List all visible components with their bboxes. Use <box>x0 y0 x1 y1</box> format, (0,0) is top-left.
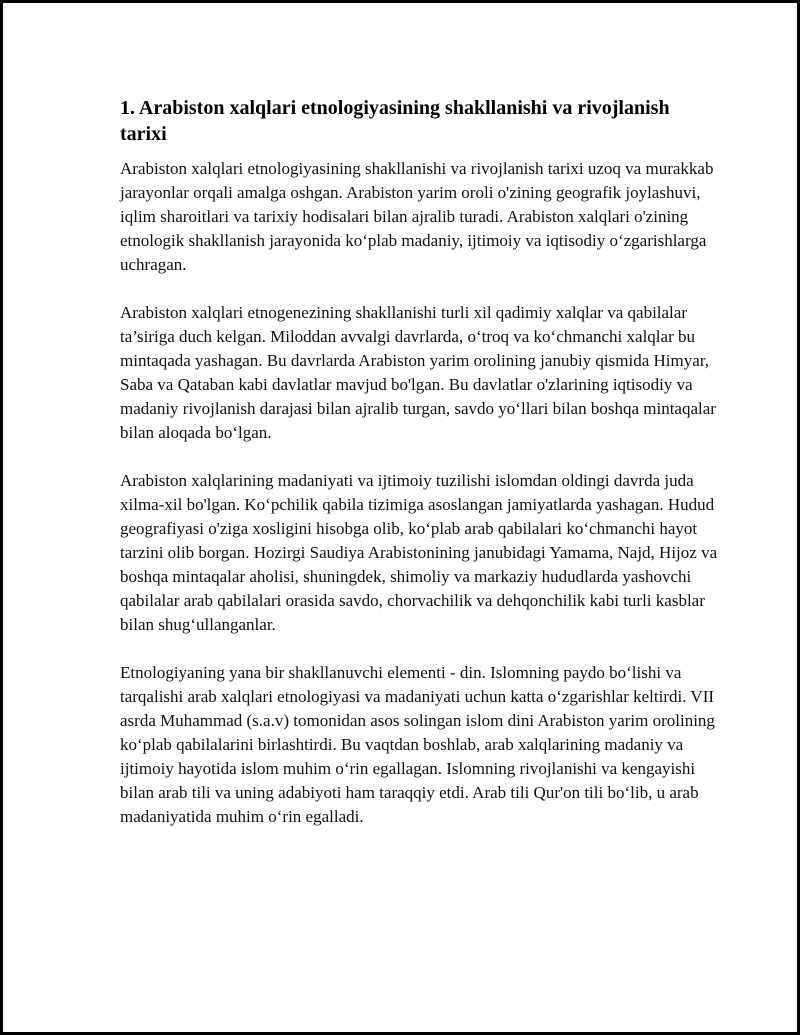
document-content <box>120 95 720 853</box>
paragraph-3: Arabiston xalqlarining madaniyati va ijtimoiy tuzilishi islomdan oldingi davrda juda xilma-xil bo'lgan. Ko‘pchilik qabila tizimiga asoslangan jamiyatlarda yashagan. Hudud geografiyasi o'ziga xosligini hisobga olib, ko‘plab arab qabilalari ko‘chmanchi hayot tarzini olib borgan. Hozirgi Saudiya Arabistonining janubidagi Yamama, Najd, Hijoz va boshqa mintaqalar aholisi, shuningdek, shimoliy va markaziy hududlarda yashovchi qabilalar arab qabilalari orasida savdo, chorvachilik va dehqonchilik kabi turli kasblar bilan shug‘ullanganlar. <box>120 471 718 634</box>
paragraph-2: Arabiston xalqlari etnogenezining shakllanishi turli xil qadimiy xalqlar va qabilalar ta’siriga duch kelgan. Miloddan avvalgi davrlarda, o‘troq va ko‘chmanchi xalqlar bu mintaqada yashagan. Bu davrlarda Arabiston yarim orolining janubiy qismida Himyar, Saba va Qataban kabi davlatlar mavjud bo'lgan. Bu davlatlar o'zlarining iqtisodiy va madaniy rivojlanish darajasi bilan ajralib turgan, savdo yo‘llari bilan boshqa mintaqalar bilan aloqada bo‘lgan. <box>120 303 716 442</box>
section-heading: 1. Arabiston xalqlari etnologiyasining shakllanishi va rivojlanish tarixi <box>120 97 670 145</box>
paragraph-4: Etnologiyaning yana bir shakllanuvchi elementi - din. Islomning paydo bo‘lishi va tarqalishi arab xalqlari etnologiyasi va madaniyati uchun katta o‘zgarishlar keltirdi. VII asrda Muhammad (s.a.v) tomonidan asos solingan islom dini Arabiston yarim orolining ko‘plab qabilalarini birlashtirdi. Bu vaqtdan boshlab, arab xalqlarining madaniy va ijtimoiy hayotida islom muhim o‘rin egallagan. Islomning rivojlanishi va kengayishi bilan arab tili va uning adabiyoti ham taraqqiy etdi. Arab tili Qur'on tili bo‘lib, u arab madaniyatida muhim o‘rin egalladi. <box>120 663 715 826</box>
paragraph-1: Arabiston xalqlari etnologiyasining shakllanishi va rivojlanish tarixi uzoq va murakkab jarayonlar orqali amalga oshgan. Arabiston yarim oroli o'zining geografik joylashuvi, iqlim sharoitlari va tarixiy hodisalari bilan ajralib turadi. Arabiston xalqlari o'zining etnologik shakllanish jarayonida ko‘plab madaniy, ijtimoiy va iqtisodiy o‘zgarishlarga uchragan. <box>120 159 714 274</box>
